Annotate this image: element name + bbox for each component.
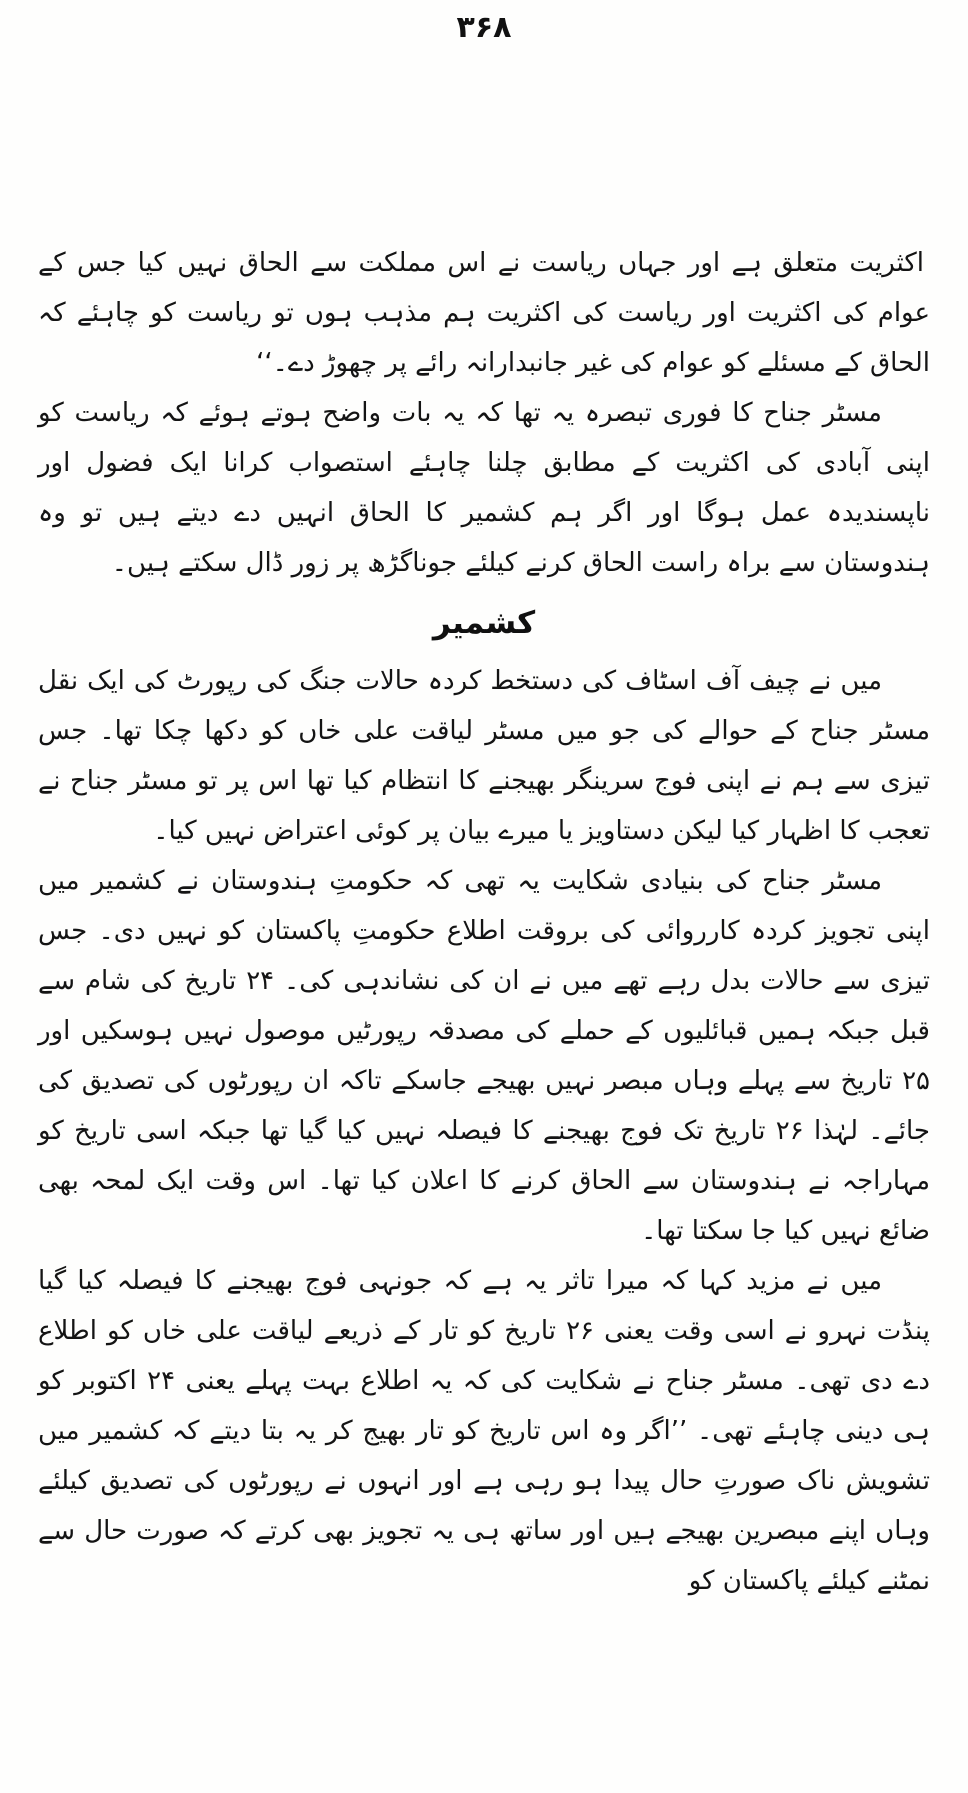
- section-heading-kashmir: کشمیر: [432, 605, 536, 641]
- paragraph-jinnah-remark: مسٹر جناح کا فوری تبصرہ یہ تھا کہ یہ بات واضح ہوتے ہوئے کہ ریاست کو اپنی آبادی کی اکثریت کے مطابق چلنا چاہئے استصواب کرانا ایک فضول اور ناپسندیدہ عمل ہوگا اور اگر ہم کشمیر کا الحاق انہیں دے دیتے ہیں تو وہ ہندوستان سے براہ راست الحاق کرنے کیلئے جوناگڑھ پر زور ڈال سکتے ہیں۔: [38, 398, 930, 578]
- page-number: ۳۶۸: [456, 10, 512, 45]
- paragraph-war-report: میں نے چیف آف اسٹاف کی دستخط کردہ حالات جنگ کی رپورٹ کی ایک نقل مسٹر جناح کے حوالے کی جو میں مسٹر لیاقت علی خاں کو دکھا چکا تھا۔ جس تیزی سے ہم نے اپنی فوج سرینگر بھیجنے کا انتظام کیا تھا اس پر تو مسٹر جناح نے تعجب کا اظہار کیا لیکن دستاویز یا میرے بیان پر کوئی اعتراض نہیں کیا۔: [38, 666, 930, 846]
- paragraph-jinnah-complaint: مسٹر جناح کی بنیادی شکایت یہ تھی کہ حکومتِ ہندوستان نے کشمیر میں اپنی تجویز کردہ کارروائی کی بروقت اطلاع حکومتِ پاکستان کو نہیں دی۔ جس تیزی سے حالات بدل رہے تھے میں نے ان کی نشاندہی کی۔ ۲۴ تاریخ کی شام سے قبل جبکہ ہمیں قبائلیوں کے حملے کی مصدقہ رپورٹیں موصول نہیں ہوسکیں اور ۲۵ تاریخ سے پہلے وہاں مبصر نہیں بھیجے جاسکے تاکہ ان رپورٹوں کی تصدیق کی جائے۔ لہٰذا ۲۶ تاریخ تک فوج بھیجنے کا فیصلہ نہیں کیا گیا تھا جبکہ اسی تاریخ کو مہاراجہ نے ہندوستان سے الحاق کرنے کا اعلان کیا تھا۔ اس وقت ایک لمحہ بھی ضائع نہیں کیا جا سکتا تھا۔: [38, 866, 931, 1246]
- text-block: [38, 238, 930, 1606]
- paragraph-telegram-information: میں نے مزید کہا کہ میرا تاثر یہ ہے کہ جونہی فوج بھیجنے کا فیصلہ کیا گیا پنڈت نہرو نے اسی وقت یعنی ۲۶ تاریخ کو تار کے ذریعے لیاقت علی خاں کو اطلاع دے دی تھی۔ مسٹر جناح نے شکایت کی کہ یہ اطلاع بہت پہلے یعنی ۲۴ اکتوبر کو ہی دینی چاہئے تھی۔ ’’اگر وہ اس تاریخ کو تار بھیج کر یہ بتا دیتے کہ کشمیر میں تشویش ناک صورتِ حال پیدا ہو رہی ہے اور انہوں نے رپورٹوں کی تصدیق کیلئے وہاں اپنے مبصرین بھیجے ہیں اور ساتھ ہی یہ تجویز بھی کرتے کہ صورت حال سے نمٹنے کیلئے پاکستان کو: [38, 1266, 930, 1596]
- paragraph-majority-quote: اکثریت متعلق ہے اور جہاں ریاست نے اس مملکت سے الحاق نہیں کیا جس کے عوام کی اکثریت اور ریاست کی اکثریت ہم مذہب ہوں تو ریاست کو چاہئے کہ الحاق کے مسئلے کو عوام کی غیر جانبدارانہ رائے پر چھوڑ دے۔‘‘: [38, 248, 930, 378]
